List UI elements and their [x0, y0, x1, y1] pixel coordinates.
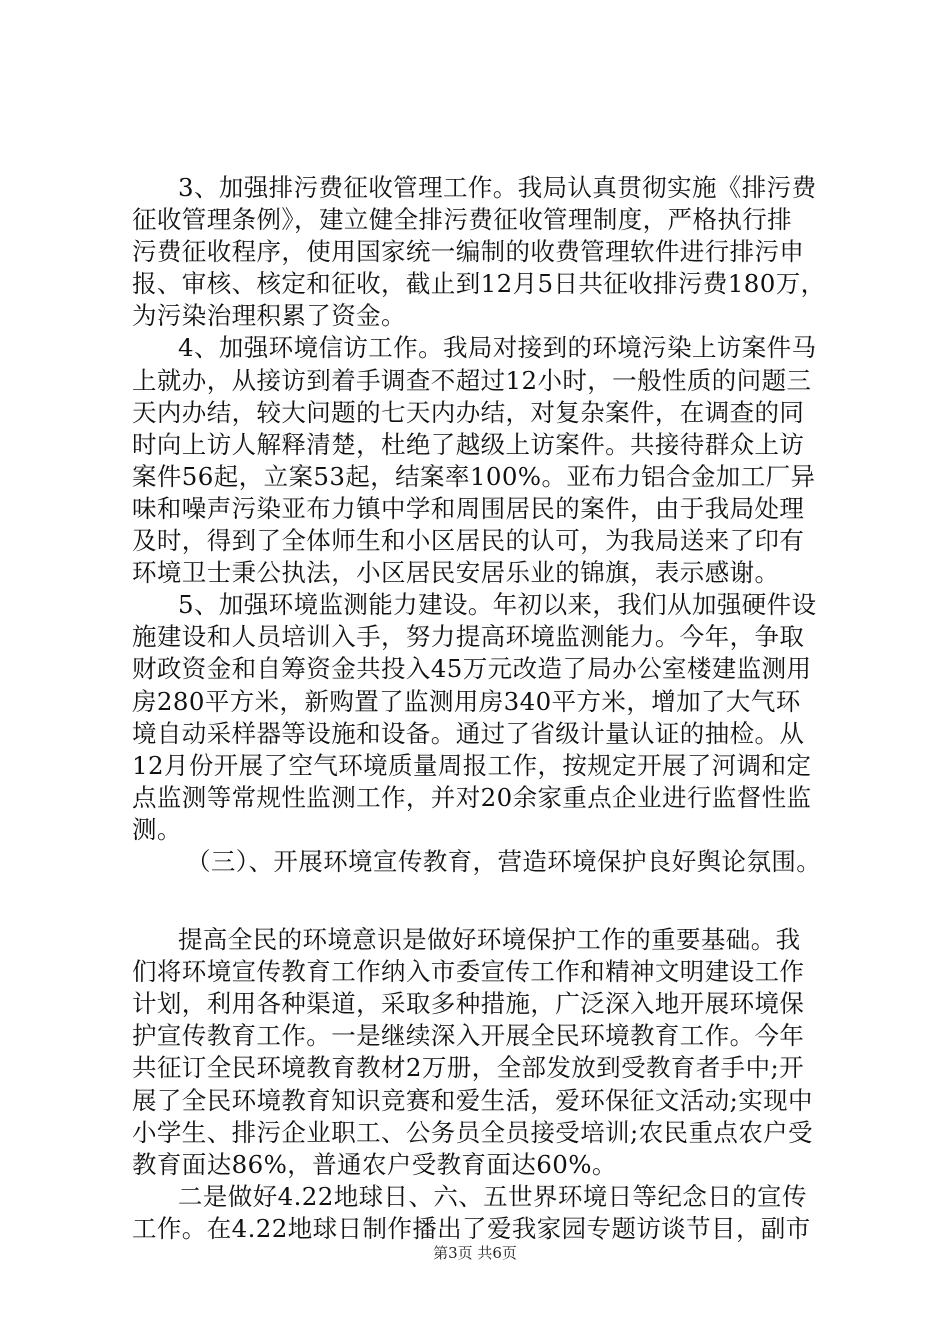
paragraph-monitoring-capacity [132, 589, 832, 846]
paragraph-line: 境自动采样器等设施和设备。通过了省级计量认证的抽检。从 [132, 718, 805, 748]
section-heading: （三）、开展环境宣传教育，营造环境保护良好舆论氛围。 [186, 846, 822, 876]
paragraph-line: 环境卫士秉公执法，小区居民安居乐业的锦旗，表示感谢。 [132, 558, 780, 588]
paragraph-line: 时向上访人解释清楚，杜绝了越级上访案件。共接待群众上访 [132, 429, 805, 459]
section-spacer [132, 878, 832, 924]
paragraph-line: 展了全民环境教育知识竞赛和爱生活，爱环保征文活动;实现中 [132, 1085, 813, 1115]
paragraph-line: 天内办结，较大问题的七天内办结，对复杂案件，在调查的同 [132, 397, 805, 427]
paragraph-line: 二是做好4.22地球日、六、五世界环境日等纪念日的宣传 [178, 1181, 807, 1211]
paragraph-line: 征收管理条例》，建立健全排污费征收管理制度，严格执行排 [132, 205, 793, 235]
paragraph-pollution-fee [132, 172, 832, 332]
paragraph-line: 护宣传教育工作。一是继续深入开展全民环境教育工作。今年 [132, 1021, 805, 1051]
paragraph-line: 为污染治理积累了资金。 [132, 301, 406, 331]
paragraph-line: 5、加强环境监测能力建设。年初以来，我们从加强硬件设 [178, 590, 817, 620]
paragraph-line: 教育面达86%，普通农户受教育面达60%。 [132, 1149, 617, 1179]
paragraph-line: 污费征收程序，使用国家统一编制的收费管理软件进行排污申 [132, 237, 805, 267]
paragraph-line: 提高全民的环境意识是做好环境保护工作的重要基础。我 [178, 925, 801, 955]
paragraph-line: 12月份开展了空气环境质量周报工作，按规定开展了河调和定 [132, 750, 812, 780]
paragraph-environmental-education [132, 924, 832, 1181]
document-body [132, 172, 832, 1245]
paragraph-line: 共征订全民环境教育教材2万册，全部发放到受教育者手中;开 [132, 1053, 805, 1083]
paragraph-line: 上就办，从接访到着手调查不超过12小时，一般性质的问题三 [132, 365, 812, 395]
paragraph-line: 及时，得到了全体师生和小区居民的认可，为我局送来了印有 [132, 526, 805, 556]
paragraph-line: 报、审核、核定和征收，截止到12月5日共征收排污费180万， [132, 269, 826, 299]
page-number: 第3页 共6页 [433, 1244, 517, 1262]
paragraph-line: 财政资金和自筹资金共投入45万元改造了局办公室楼建监测用 [132, 654, 812, 684]
paragraph-commemoration-days [132, 1181, 832, 1245]
paragraph-line: 案件56起，立案53起，结案率100%。亚布力铝合金加工厂异 [132, 461, 816, 491]
paragraph-line: 4、加强环境信访工作。我局对接到的环境污染上访案件马 [178, 333, 817, 363]
paragraph-line: 们将环境宣传教育工作纳入市委宣传工作和精神文明建设工作 [132, 957, 805, 987]
paragraph-line: 小学生、排污企业职工、公务员全员接受培训;农民重点农户受 [132, 1117, 813, 1147]
paragraph-line: 工作。在4.22地球日制作播出了爱我家园专题访谈节目，副市 [132, 1213, 811, 1243]
page-footer [0, 1243, 950, 1263]
paragraph-line: 计划，利用各种渠道，采取多种措施，广泛深入地开展环境保 [132, 989, 805, 1019]
paragraph-line: 施建设和人员培训入手，努力提高环境监测能力。今年，争取 [132, 622, 805, 652]
paragraph-line: 味和噪声污染亚布力镇中学和周围居民的案件，由于我局处理 [132, 493, 805, 523]
paragraph-line: 点监测等常规性监测工作，并对20余家重点企业进行监督性监 [132, 782, 812, 812]
paragraph-line: 3、加强排污费征收管理工作。我局认真贯彻实施《排污费 [178, 173, 817, 202]
paragraph-petition-work [132, 332, 832, 589]
paragraph-line: 房280平方米，新购置了监测用房340平方米，增加了大气环 [132, 686, 801, 716]
paragraph-line: 测。 [132, 814, 182, 844]
